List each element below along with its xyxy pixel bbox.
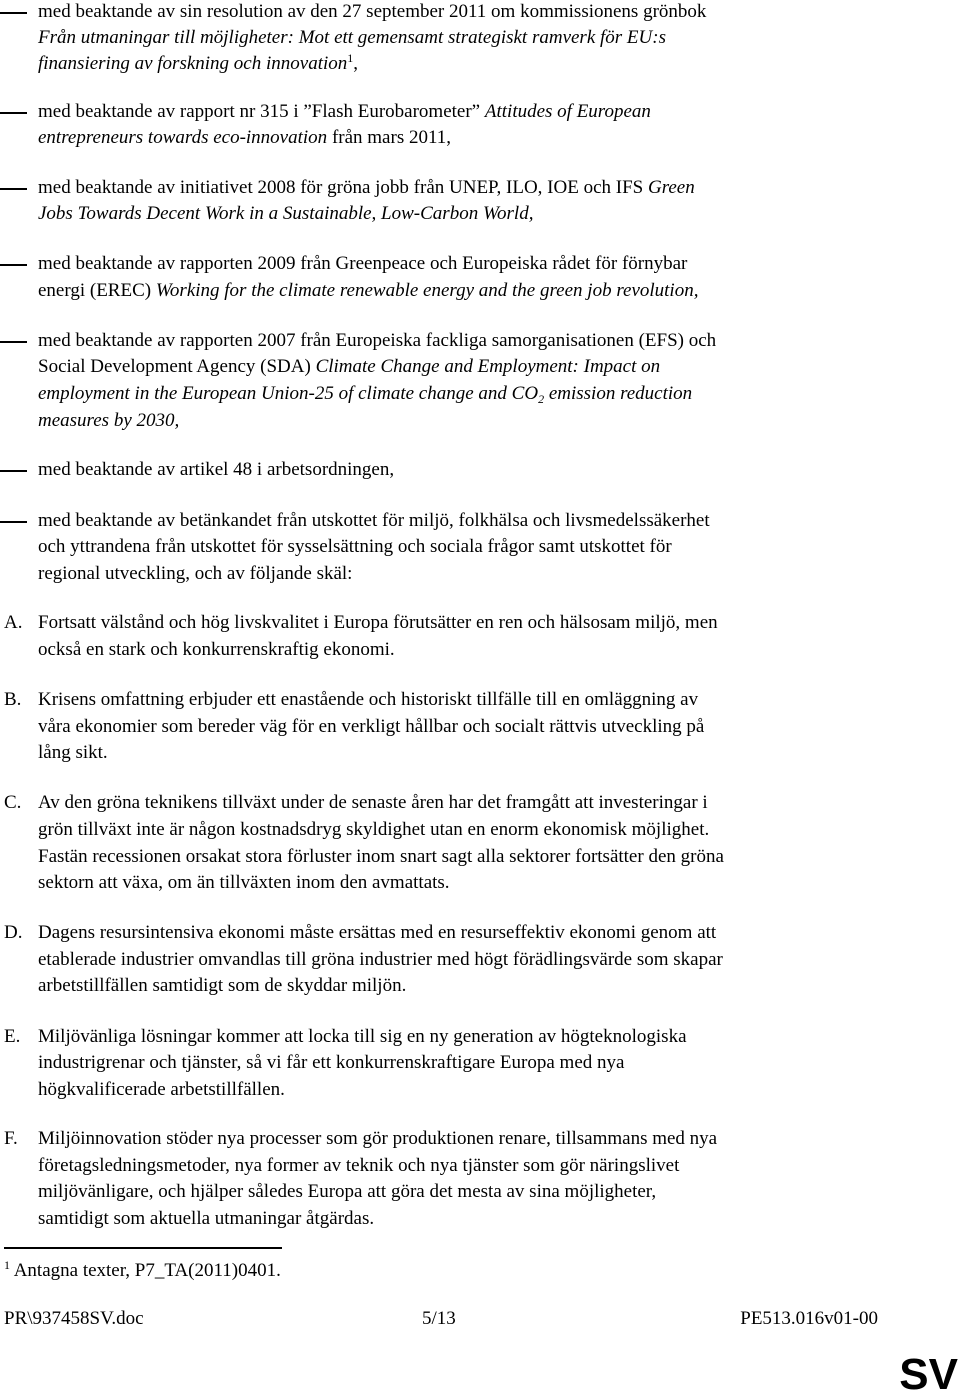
text-run: employment in the European Union-25 of climate change and CO — [38, 383, 539, 404]
consideration-line — [38, 563, 352, 585]
consideration-line — [38, 536, 672, 558]
consideration-line — [38, 459, 394, 481]
recital-letter: C. — [4, 792, 22, 813]
recital-line: sektorn att växa, om än tillväxten inom den avmattats. — [38, 872, 450, 893]
consideration-line — [38, 330, 716, 352]
recital-line: Miljöinnovation stöder nya processer som gör produktionen renare, tillsammans med nya — [38, 1128, 718, 1149]
consideration-line — [38, 253, 687, 275]
consideration-line — [38, 101, 651, 123]
text-run: regional utveckling, och av följande skäl: — [38, 563, 353, 584]
consideration-dash — [0, 188, 27, 190]
text-run: Green — [647, 177, 695, 198]
text-run: från mars 2011, — [327, 127, 452, 148]
footer-reference: PE513.016v01-00 — [740, 1308, 878, 1329]
consideration-line — [38, 280, 698, 302]
text-run: measures by 2030, — [38, 410, 180, 431]
text-run: Social Development Agency (SDA) — [38, 356, 316, 377]
text-run: 2 — [538, 392, 545, 406]
text-run: med beaktande av betänkandet från utskottet för miljö, folkhälsa och livsmedelssäkerhet — [38, 510, 710, 531]
text-run: Working for the climate renewable energy and the green job revolution, — [155, 280, 699, 301]
text-run: med beaktande av rapporten 2007 från Europeiska fackliga samorganisationen (EFS) och — [38, 330, 717, 351]
text-run: Attitudes of European — [484, 101, 651, 122]
recital-letter: E. — [4, 1026, 21, 1047]
consideration-line — [38, 127, 451, 149]
text-run: med beaktande av artikel 48 i arbetsordningen, — [38, 459, 395, 480]
consideration-line — [38, 356, 660, 378]
recital-line: Krisens omfattning erbjuder ett enastående och historiskt tillfälle till en omläggning av — [38, 689, 699, 710]
consideration-dash — [0, 470, 27, 472]
recital-line: industrigrenar och tjänster, så vi får ett konkurrenskraftigare Europa med nya — [38, 1052, 625, 1073]
recital-line: Fortsatt välstånd och hög livskvalitet i Europa förutsätter en ren och hälsosam miljö, men — [38, 612, 718, 633]
consideration-line — [38, 27, 666, 49]
consideration-line — [38, 1, 706, 23]
text-run: , — [353, 53, 359, 74]
text-run: med beaktande av sin resolution av den 27 september 2011 om kommissionens grönbok — [38, 1, 707, 22]
footer-doc-id: PR\937458SV.doc — [4, 1308, 144, 1329]
text-run: entrepreneurs towards eco-innovation — [38, 127, 328, 148]
recital-line: etablerade industrier omvandlas till gröna industrier med högt förädlingsvärde som skapar — [38, 949, 723, 970]
footnote-text: Antagna texter, P7_TA(2011)0401. — [13, 1260, 281, 1281]
recital-letter: D. — [4, 922, 23, 943]
text-run: och yttrandena från utskottet för sysselsättning och sociala frågor samt utskottet för — [38, 536, 672, 557]
text-run: 1 — [347, 51, 354, 65]
text-run: med beaktande av rapporten 2009 från Greenpeace och Europeiska rådet för förnybar — [38, 253, 688, 274]
consideration-line — [38, 383, 692, 405]
text-run: Climate Change and Employment: Impact on — [315, 356, 661, 377]
footnote-number: 1 — [4, 1258, 10, 1272]
recital-line: arbetstillfällen samtidigt som de skyddar miljön. — [38, 975, 407, 996]
consideration-dash — [0, 341, 27, 343]
text-run: Från utmaningar till möjligheter: Mot ett gemensamt strategiskt ramverk för EU:s — [38, 27, 666, 48]
recital-line: Miljövänliga lösningar kommer att locka till sig en ny generation av högteknologiska — [38, 1026, 687, 1047]
text-run: Jobs Towards Decent Work in a Sustainable, Low-Carbon World, — [38, 203, 534, 224]
recital-line: Dagens resursintensiva ekonomi måste ersättas med en resurseffektiv ekonomi genom att — [38, 922, 717, 943]
recital-line: Av den gröna teknikens tillväxt under de senaste åren har det framgått att investeringar i — [38, 792, 708, 813]
footnote — [4, 1260, 281, 1282]
consideration-dash — [0, 264, 27, 266]
recital-line: också en stark och konkurrenskraftig ekonomi. — [38, 639, 395, 660]
text-run: energi (EREC) — [38, 280, 156, 301]
recital-line: grön tillväxt inte är någon kostnadsdryg skyldighet utan en enorm ekonomisk möjlighet. — [38, 819, 710, 840]
text-run: finansiering av forskning och innovation — [38, 53, 348, 74]
recital-letter: A. — [4, 612, 23, 633]
consideration-dash — [0, 521, 27, 523]
consideration-line — [38, 177, 695, 199]
consideration-line — [38, 510, 710, 532]
footer-page-number: 5/13 — [422, 1308, 456, 1329]
recital-line: miljövänligare, och hjälper således Europa att göra det mesta av sina möjligheter, — [38, 1181, 657, 1202]
footnote-separator — [4, 1247, 282, 1249]
consideration-dash — [0, 112, 27, 114]
text-run: med beaktande av initiativet 2008 för gröna jobb från UNEP, ILO, IOE och IFS — [38, 177, 648, 198]
consideration-dash — [0, 12, 27, 14]
recital-letter: B. — [4, 689, 22, 710]
recital-letter: F. — [4, 1128, 18, 1149]
recital-line: våra ekonomier som bereder väg för en verkligt hållbar och socialt rättvis utveckling på — [38, 716, 705, 737]
consideration-line — [38, 203, 533, 225]
recital-line: samtidigt som aktuella utmaningar åtgärdas. — [38, 1208, 375, 1229]
recital-line: högkvalificerade arbetstillfällen. — [38, 1079, 285, 1100]
consideration-line — [38, 410, 179, 432]
text-run: emission reduction — [544, 383, 693, 404]
consideration-line — [38, 53, 358, 75]
language-code: SV — [899, 1350, 958, 1399]
recital-line: lång sikt. — [38, 742, 108, 763]
recital-line: företagsledningsmetoder, nya former av teknik och nya tjänster som gör näringslivet — [38, 1155, 680, 1176]
recital-line: Fastän recessionen orsakat stora förluster inom snart sagt alla sektorer fortsätter den gröna — [38, 846, 724, 867]
text-run: med beaktande av rapport nr 315 i ”Flash Eurobarometer” — [38, 101, 485, 122]
